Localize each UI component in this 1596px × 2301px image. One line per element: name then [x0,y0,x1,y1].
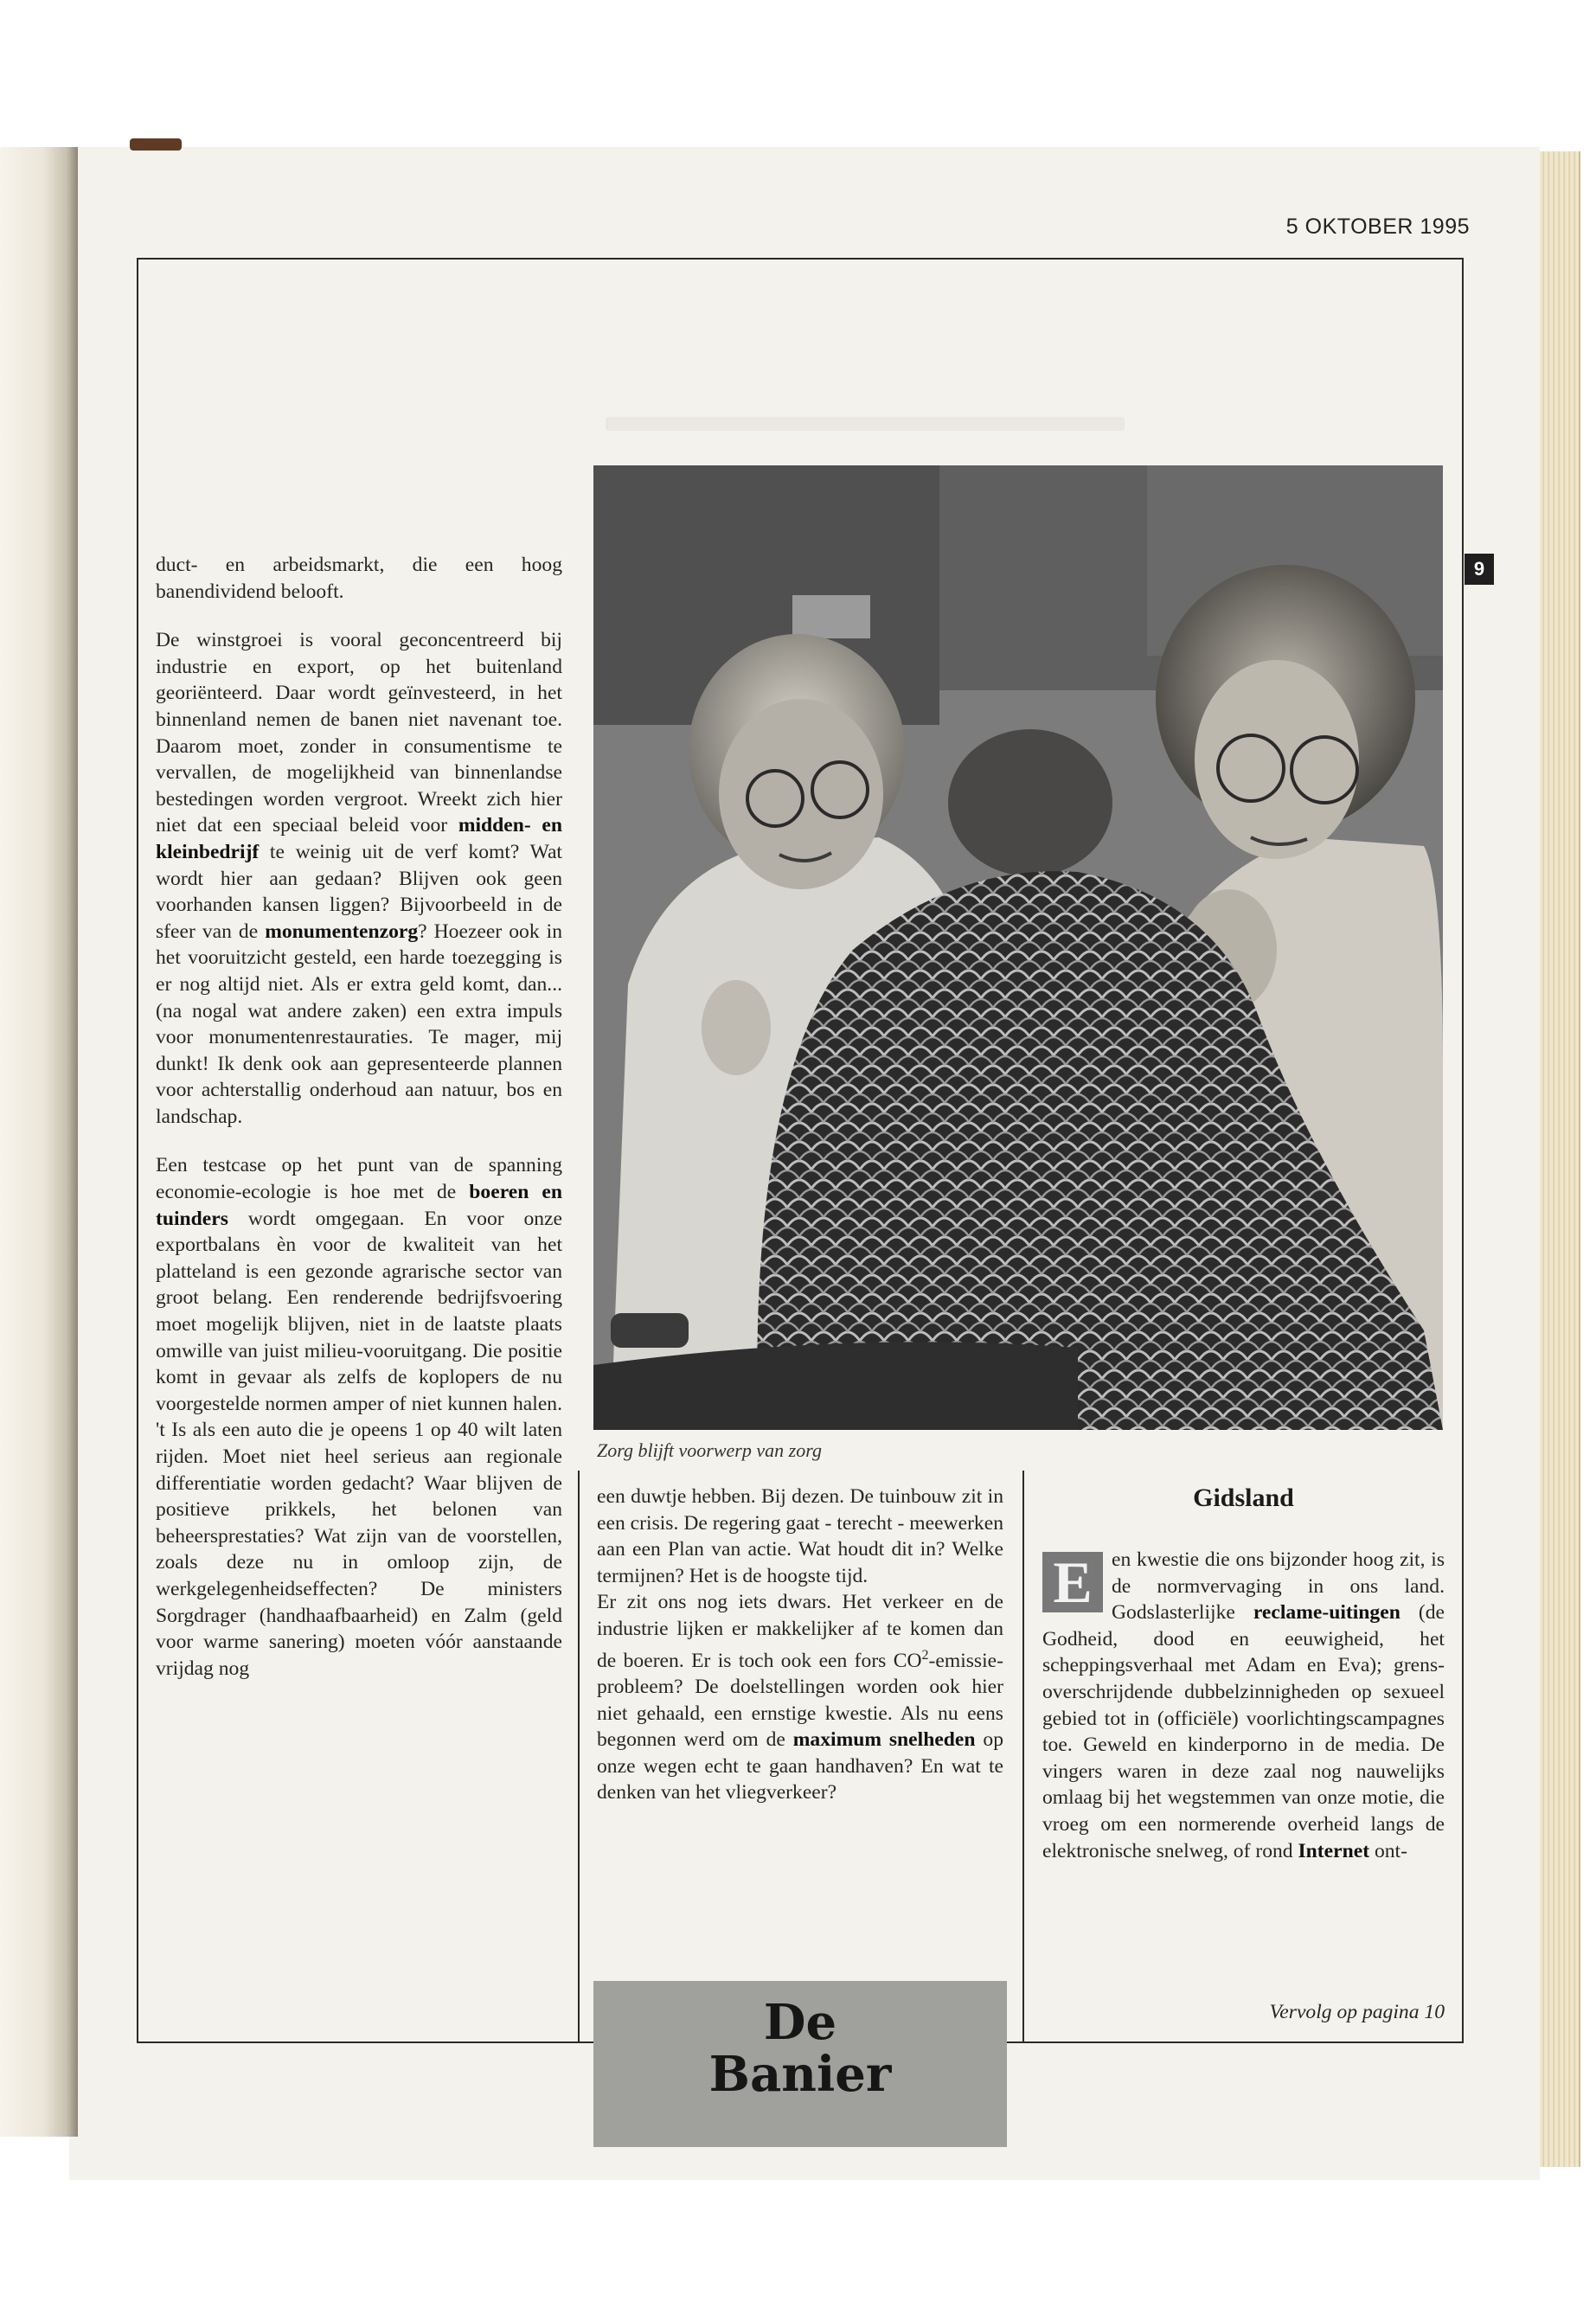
bold-term: midden- en kleinbedrijf [156,814,562,863]
bold-term: reclame-uitingen [1253,1601,1401,1625]
text-column-2 [597,1484,1003,1829]
logo-line-2: Banier [708,2046,892,2103]
text-column-1 [156,552,562,1704]
section-heading: Gidsland [1193,1484,1294,1512]
paragraph: De winstgroei is vooral geconcentreerd bij industrie en export, op het buitenland georiënteerd. Daar wordt geïnvesteerd, in het binnenland nemen de banen niet navenant toe. Daarom moet, zonder in consumentisme te vervallen, de mogelijkheid van binnenlandse bestedingen worden vergroot. Wreekt zich hier niet dat een speciaal beleid voor midden- en kleinbedrijf te weinig uit de verf komt? Wat wordt hier aan gedaan? Blijven ook geen voorhanden kansen liggen? Bijvoorbeeld in de sfeer van de monumentenzorg? Hoezeer ook in het vooruitzicht gesteld, een harde toezegging is er nog altijd niet. Als er extra geld komt, dan... (na nogal wat andere zaken) een extra impuls voor monumentenrestauraties. Te mager, mij dunkt! Ik denk ook aan gepresenteerde plannen voor achterstallig onderhoud aan natuur, bos en landschap. [156,629,562,1128]
paragraph: een duwtje hebben. Bij dezen. De tuinbouw zit in een crisis. De regering gaat - terecht - meewerken aan een Plan van actie. Wat houdt dit in? Welke termijnen? Het is de hoogste tijd. [597,1485,1003,1587]
photo-caption: Zorg blijft voorwerp van zorg [597,1439,822,1461]
continued-note: Vervolg op pagina 10 [1269,2001,1445,2023]
page-number: 9 [1465,554,1494,585]
bold-term: maximum snelheden [792,1728,976,1752]
text-column-3 [1042,1547,1445,1887]
paragraph: Een testcase op het punt van de spanning economie-ecologie is hoe met de boeren en tuinders wordt omgegaan. En voor onze exportbalans èn voor de kwaliteit van het platteland is een gezonde agrarische sector van groot belang. Een renderende bedrijfsvoering moet mogelijk blijven, niet in de laatste plaats omwille van juist milieu-vooruitgang. Die positie komt in gevaar als zelfs de koplopers de nu voorgestelde normen amper of niet kunnen halen. 't Is als een auto die je opeens 1 op 40 wilt laten rijden. Moet niet heel serieus aan regionale differentiatie worden gedacht? Waar blijven de positieve prikkels, het belonen van beheersprestaties? Wat zijn van de voorstellen, zoals deze nu in omloop zijn, de werkgelegenheidseffecten? De ministers Sorgdrager (handhaafbaarheid) en Zalm (geld voor warme sanering) moeten vóór aanstaande vrijdag nog [156,1154,562,1680]
show-through-line [606,417,1125,431]
bookmark-ribbon [130,138,182,151]
column-divider [1022,1471,1024,2041]
column-divider [578,1471,580,2041]
logo-line-1: De [763,1994,837,2051]
paragraph: E en kwestie die ons bijzonder hoog zit, is de normvervaging in ons land. Godslasterlijke reclame-uitingen (de Godheid, dood en eeuwigheid, het scheppingsverhaal met Adam en Eva); grens-overschrijdende dubbelzinnigheden op sexueel gebied tot in (officiële) voorlichtingscampagnes toe. Geweld en kinderporno in de media. De vingers waren in deze zaal nog nauwelijks omlaag bij het wegstemmen van onze motie, die vroeg om een normerende overheid langs de elektronische snelweg, of rond Internet ont- [1042,1548,1445,1862]
bold-term: boeren en tuinders [156,1181,562,1230]
paragraph: duct- en arbeidsmarkt, die een hoog banendividend belooft. [156,554,562,603]
article-photo [593,465,1443,1430]
scan-background [0,0,1596,147]
bold-term: monumentenzorg [265,920,419,943]
de-banier-logo [593,1981,1007,2147]
paragraph: Er zit ons nog iets dwars. Het verkeer en de industrie lijken er makkelijker af te komen dan de boeren. Er is toch ook een fors $CO^2-emissie$-probleem? De doelstellingen worden ook hier niet gehaald, een ernstige kwestie. Als nu eens begonnen werd om de maximum snelheden op onze wegen echt te gaan handhaven? En wat te denken van het vliegverkeer? [597,1591,1003,1804]
drop-cap: E [1042,1552,1103,1612]
photo-three-women-embracing [593,465,1443,1430]
superscript: 2 [921,1647,929,1663]
page-edges [1540,151,1580,2167]
bold-term: Internet [1298,1839,1370,1862]
book-binding [0,147,78,2137]
issue-date: 5 OKTOBER 1995 [1285,215,1470,239]
